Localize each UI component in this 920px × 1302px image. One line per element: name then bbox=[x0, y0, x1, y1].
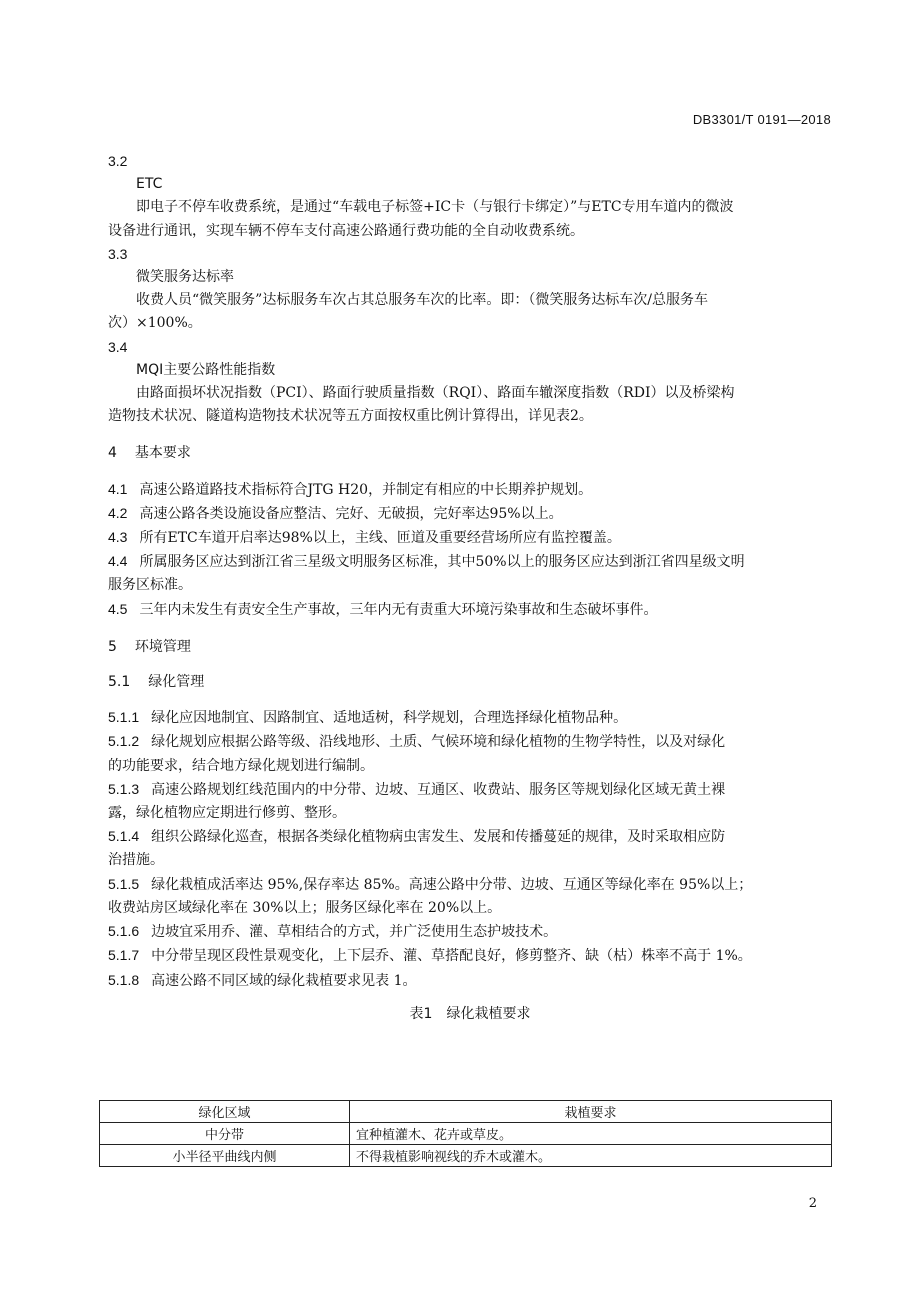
clause-item bbox=[108, 502, 832, 526]
clause-item bbox=[108, 825, 832, 849]
section-title: 基本要求 bbox=[134, 445, 191, 462]
clause-number: 5.1.7 bbox=[108, 947, 140, 964]
clause-text: 高速公路规划红线范围内的中分带、边坡、互通区、收费站、服务区等规划绿化区域无黄土裸 bbox=[151, 781, 726, 798]
term-definition-line: 次）×100%。 bbox=[108, 315, 202, 332]
document-id-header: DB3301/T 0191—2018 bbox=[692, 112, 831, 127]
clause-text: 绿化栽植成活率达 95%,保存率达 85%。高速公路中分带、边坡、互通区等绿化率在 95%以上； bbox=[151, 876, 753, 893]
table-header-cell: 栽植要求 bbox=[350, 1101, 832, 1123]
section-heading bbox=[108, 442, 832, 465]
table-cell-requirement: 不得栽植影响视线的乔木或灌木。 bbox=[350, 1145, 832, 1167]
term-definition-line: 收费人员“微笑服务”达标服务车次占其总服务车次的比率。即：（微笑服务达标车次/总服务车 bbox=[136, 292, 709, 309]
page-content bbox=[108, 150, 832, 1036]
clause-text: 绿化应因地制宜、因路制宜、适地适树，科学规划，合理选择绿化植物品种。 bbox=[151, 710, 628, 727]
clause-number: 4.1 bbox=[108, 480, 128, 497]
section-heading bbox=[108, 636, 832, 659]
clause-continuation: 服务区标准。 bbox=[108, 577, 192, 594]
clause-number: 5.1.5 bbox=[108, 875, 140, 892]
table-cell-area: 中分带 bbox=[100, 1123, 350, 1145]
term-definition-line: 造物技术状况、隧道构造物技术状况等五方面按权重比例计算得出，详见表2。 bbox=[108, 408, 593, 425]
term-title: ETC bbox=[136, 176, 163, 193]
greening-requirements-table bbox=[99, 1100, 832, 1167]
clause-number: 4.2 bbox=[108, 504, 128, 521]
clause-number: 4.4 bbox=[108, 553, 128, 570]
clause-text: 高速公路道路技术指标符合JTG H20，并制定有相应的中长期养护规划。 bbox=[139, 481, 593, 498]
clause-continuation: 治措施。 bbox=[108, 852, 164, 869]
term-definition-line: 设备进行通讯，实现车辆不停车支付高速公路通行费功能的全自动收费系统。 bbox=[108, 222, 584, 239]
clause-item bbox=[108, 873, 832, 897]
term-title: 微笑服务达标率 bbox=[136, 269, 234, 286]
clause-number: 5.1.2 bbox=[108, 733, 140, 750]
section-title: 环境管理 bbox=[134, 638, 191, 655]
subsection-number: 5.1 bbox=[108, 674, 131, 691]
clause-text: 高速公路不同区域的绿化栽植要求见表 1。 bbox=[151, 972, 417, 989]
clause-item bbox=[108, 730, 832, 754]
clause-text: 边坡宜采用乔、灌、草相结合的方式，并广泛使用生态护坡技术。 bbox=[151, 924, 558, 941]
subsection-heading bbox=[108, 671, 832, 694]
clause-text: 绿化规划应根据公路等级、沿线地形、土质、气候环境和绿化植物的生物学特性，以及对绿化 bbox=[151, 734, 726, 751]
section-number: 5 bbox=[108, 638, 117, 655]
clause-number: 5.1.3 bbox=[108, 780, 140, 797]
clause-number: 3.2 bbox=[108, 153, 128, 169]
clause-text: 组织公路绿化巡查，根据各类绿化植物病虫害发生、发展和传播蔓延的规律，及时采取相应防 bbox=[151, 829, 726, 846]
table-row bbox=[100, 1145, 832, 1167]
clause-item bbox=[108, 526, 832, 550]
clause-item bbox=[108, 920, 832, 944]
table-header-row bbox=[100, 1101, 832, 1123]
table-header-cell: 绿化区域 bbox=[100, 1101, 350, 1123]
table-caption: 表1 绿化栽植要求 bbox=[409, 1005, 531, 1022]
page-number: 2 bbox=[808, 1196, 817, 1211]
table-row bbox=[100, 1123, 832, 1145]
clause-number: 3.4 bbox=[108, 338, 128, 355]
clause-text: 高速公路各类设施设备应整洁、完好、无破损，完好率达95%以上。 bbox=[139, 505, 563, 522]
clause-item bbox=[108, 969, 832, 993]
subsection-title: 绿化管理 bbox=[148, 674, 205, 691]
section-5-items bbox=[108, 706, 832, 992]
clause-number: 5.1.6 bbox=[108, 923, 140, 940]
section-4-items bbox=[108, 478, 832, 622]
clause-item bbox=[108, 944, 832, 968]
term-title: MQI主要公路性能指数 bbox=[136, 361, 276, 378]
clause-number: 5.1.1 bbox=[108, 709, 140, 726]
clause-text: 所有ETC车道开启率达98%以上，主线、匝道及重要经营场所应有监控覆盖。 bbox=[139, 530, 621, 547]
clause-item bbox=[108, 478, 832, 502]
clause-number: 4.5 bbox=[108, 600, 128, 617]
term-definition-line: 由路面损坏状况指数（PCI）、路面行驶质量指数（RQI）、路面车辙深度指数（RDI）以及桥梁构 bbox=[136, 385, 735, 402]
clause-text: 三年内未发生有责安全生产事故，三年内无有责重大环境污染事故和生态破坏事件。 bbox=[139, 601, 658, 618]
section-number: 4 bbox=[108, 445, 117, 462]
clause-number: 5.1.8 bbox=[108, 971, 140, 988]
clause-number: 3.3 bbox=[108, 245, 128, 262]
clause-continuation: 露，绿化植物应定期进行修剪、整形。 bbox=[108, 805, 346, 822]
table-cell-requirement: 宜种植灌木、花卉或草皮。 bbox=[350, 1123, 832, 1145]
table-cell-area: 小半径平曲线内侧 bbox=[100, 1145, 350, 1167]
clause-number: 5.1.4 bbox=[108, 828, 140, 845]
clause-item bbox=[108, 706, 832, 730]
term-definition-line: 即电子不停车收费系统，是通过“车载电子标签+IC卡（与银行卡绑定）”与ETC专用车道内的微波 bbox=[136, 199, 734, 216]
clause-continuation: 的功能要求，结合地方绿化规划进行编制。 bbox=[108, 757, 374, 774]
clause-text: 所属服务区应达到浙江省三星级文明服务区标准，其中50%以上的服务区应达到浙江省四星级文明 bbox=[139, 554, 745, 571]
clause-item bbox=[108, 778, 832, 802]
clause-item bbox=[108, 598, 832, 622]
clause-continuation: 收费站房区域绿化率在 30%以上；服务区绿化率在 20%以上。 bbox=[108, 899, 502, 916]
clause-text: 中分带呈现区段性景观变化，上下层乔、灌、草搭配良好，修剪整齐、缺（枯）株率不高于 1%。 bbox=[151, 948, 752, 965]
clause-number: 4.3 bbox=[108, 529, 128, 546]
clause-item bbox=[108, 550, 832, 574]
